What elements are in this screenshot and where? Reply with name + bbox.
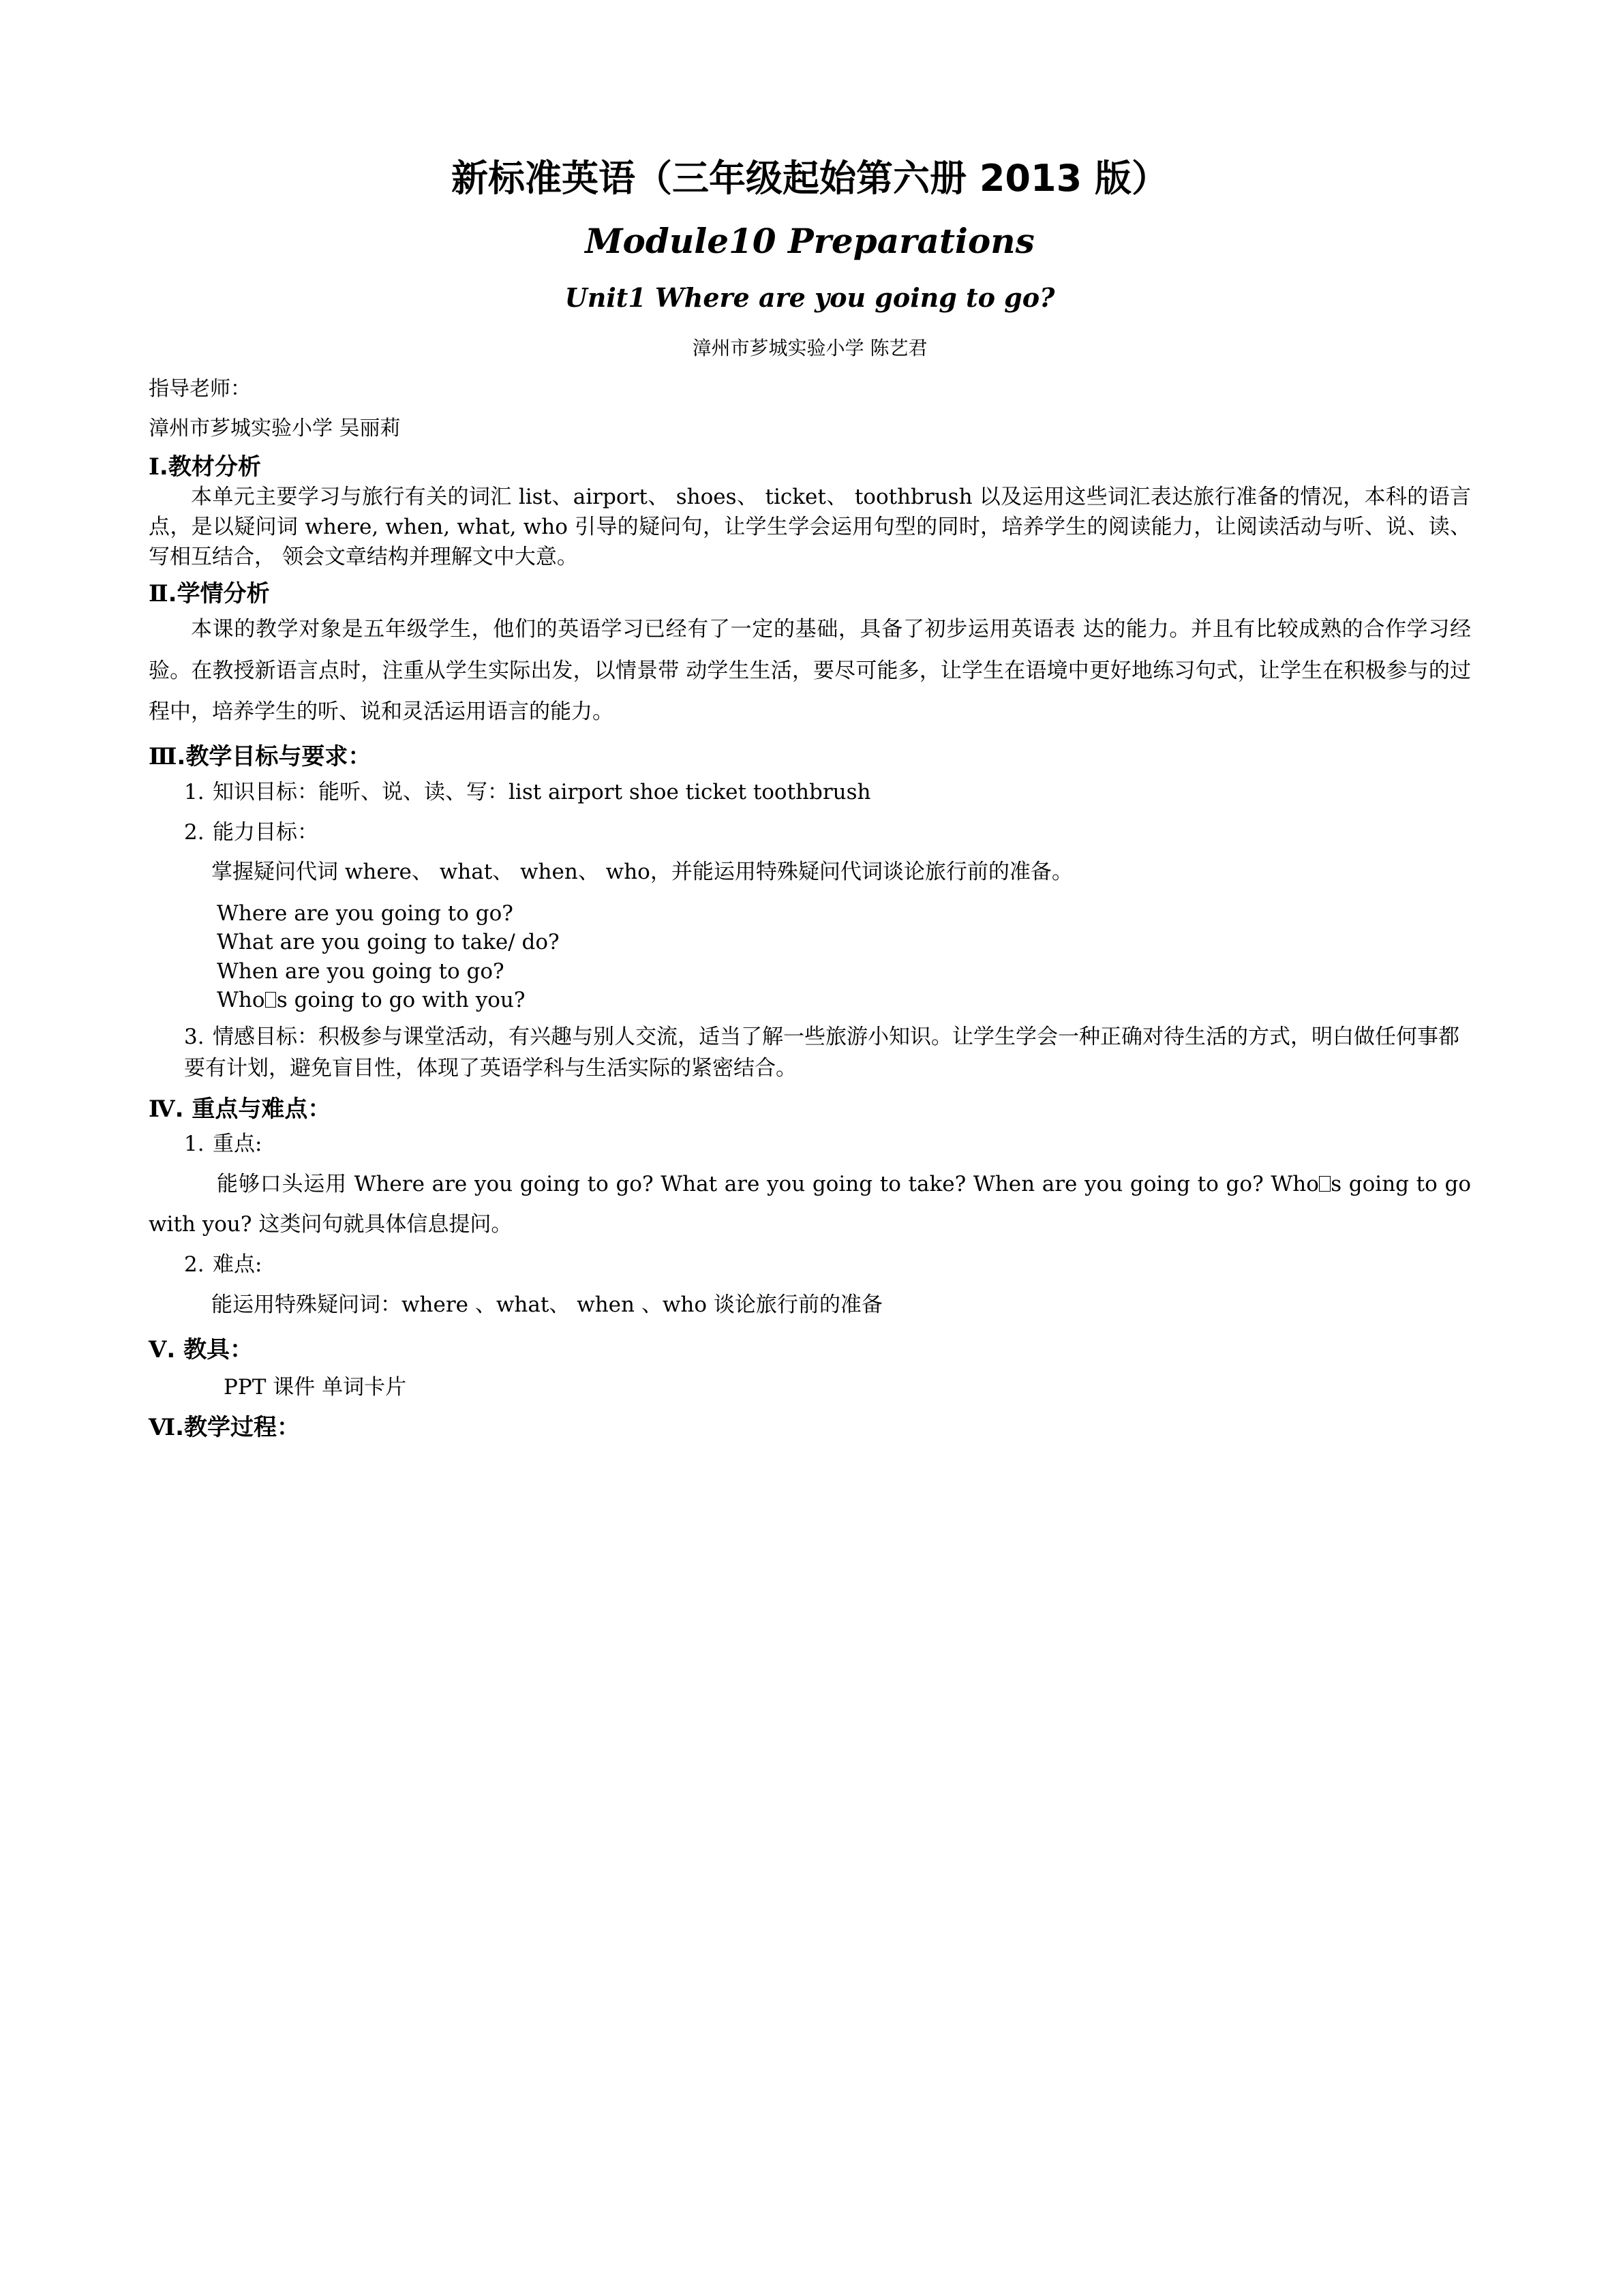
section-label-2: .学情分析 — [168, 579, 270, 607]
section-label-6: .教学过程： — [175, 1414, 301, 1442]
goal-item-2-body-text: 掌握疑问代词 where、 what、 when、 who，并能运用特殊疑问代词谈论旅行前的准备。 — [211, 860, 1073, 885]
spacer — [149, 892, 1471, 899]
focus-item-1-body-post: s going to go with you? 这类问句就具体信息提问。 — [149, 1172, 1471, 1237]
spacer — [149, 1014, 1471, 1021]
section-heading-4 — [149, 1085, 1471, 1124]
focus-item-2 — [149, 1245, 1471, 1285]
missing-glyph-box-icon — [265, 992, 276, 1008]
goal-item-2 — [149, 813, 1471, 853]
focus-item-1-body-pre: 能够口头运用 Where are you going to go? What are you going to take? When are you going to go? Who — [217, 1172, 1319, 1196]
focus-item-2-body: 能运用特殊疑问词：where 、what、 when 、who 谈论旅行前的准备 — [211, 1292, 883, 1317]
focus-item-2-number: 2. — [184, 1252, 204, 1277]
goal-item-1-number: 1. — [184, 779, 204, 804]
goal-item-2-text: 能力目标： — [213, 819, 318, 845]
section-label-5: . 教具： — [166, 1335, 254, 1363]
section-roman-6: Ⅵ — [149, 1414, 176, 1442]
module-title: Module10 Preparations — [585, 220, 1035, 261]
example-sentence-4-post: s going to go with you? — [276, 987, 526, 1012]
focus-item-1-text: 重点: — [213, 1132, 262, 1157]
goal-item-1 — [149, 772, 1471, 813]
unit-title: Unit1 Where are you going to go? — [564, 282, 1055, 313]
section-roman-4: Ⅳ — [149, 1095, 175, 1123]
focus-item-2-text: 难点: — [213, 1252, 262, 1277]
example-sentence-1: Where are you going to go? — [217, 901, 513, 926]
author-byline: 漳州市芗城实验小学 陈艺君 — [692, 337, 928, 360]
goal-item-1-text: 知识目标：能听、说、读、写：list airport shoe ticket toothbrush — [213, 779, 871, 804]
example-sentence-2: What are you going to take/ do? — [217, 930, 560, 955]
advisor-name: 漳州市芗城实验小学 吴丽莉 — [149, 417, 401, 441]
missing-glyph-box-icon — [1319, 1176, 1330, 1192]
focus-item-1-number: 1. — [184, 1132, 204, 1157]
focus-item-1-body — [149, 1164, 1471, 1245]
focus-item-1 — [149, 1124, 1471, 1164]
section-label-4: . 重点与难点： — [175, 1095, 331, 1123]
example-sentence-4 — [149, 986, 1471, 1014]
goal-item-3-text: 情感目标：积极参与课堂活动，有兴趣与别人交流，适当了解一些旅游小知识。让学生学会一种正确对待生活的方式，明白做任何事都要有计划，避免盲目性，体现了英语学科与生活实际的紧密结合。 — [184, 1024, 1459, 1081]
goal-item-2-number: 2. — [184, 819, 204, 845]
section-label-3: .教学目标与要求： — [177, 743, 371, 771]
page-title: 新标准英语（三年级起始第六册 2013 版） — [451, 157, 1168, 200]
goal-item-3 — [149, 1021, 1471, 1085]
advisor-label: 指导老师： — [149, 376, 251, 401]
section-label-1: .教材分析 — [159, 453, 261, 481]
example-sentence-3: When are you going to go? — [217, 958, 504, 984]
spacer — [149, 1365, 1471, 1372]
goal-item-2-body — [149, 852, 1471, 892]
section-body-2: 本课的教学对象是五年级学生，他们的英语学习已经有了一定的基础，具备了初步运用英语表 达的能力。并且有比较成熟的合作学习经验。在教授新语言点时，注重从学生实际出发，以情景带 动学生生活，要尽可能多，让学生在语境中更好地练习句式，让学生在积极参与的过程中，培养学生的听、说和灵活运用语言的能力。 — [149, 617, 1471, 724]
section-heading-1 — [149, 445, 1471, 482]
section-roman-5: Ⅴ — [149, 1335, 167, 1363]
example-sentence-4-pre: Who — [217, 987, 265, 1012]
section-roman-1: Ⅰ — [149, 453, 160, 481]
section-heading-5 — [149, 1325, 1471, 1365]
document-content — [149, 0, 1471, 1442]
section-heading-3 — [149, 732, 1471, 772]
teaching-aids-body: PPT 课件 单词卡片 — [224, 1374, 407, 1400]
section-heading-2 — [149, 572, 1471, 609]
section-roman-2: Ⅱ — [149, 579, 168, 607]
section-heading-6 — [149, 1403, 1471, 1442]
section-roman-3: Ⅲ — [149, 743, 177, 771]
goal-item-3-number: 3. — [184, 1024, 204, 1049]
section-body-1: 本单元主要学习与旅行有关的词汇 list、airport、 shoes、 ticket、 toothbrush 以及运用这些词汇表达旅行准备的情况，本科的语言点，是以疑问词 where, when, what, who 引导的疑问句，让学生学会运用句型的同时，培养学生的阅读能力，让阅读活动与听、说、读、写相互结合， 领会文章结构并理解文中大意。 — [149, 484, 1471, 569]
